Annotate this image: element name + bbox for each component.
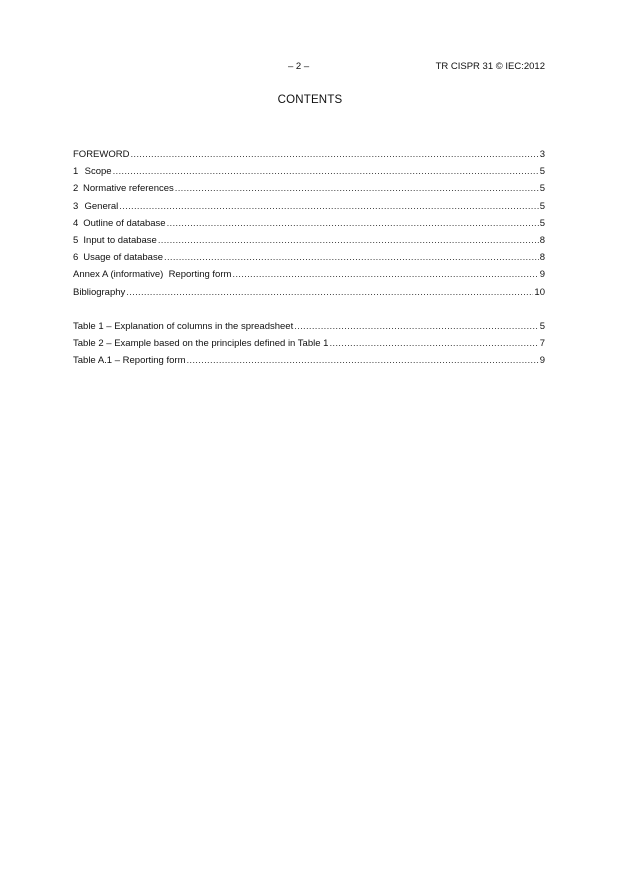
dot-leader	[126, 284, 533, 301]
dot-leader	[294, 318, 538, 335]
toc-entry-label: Scope	[84, 166, 112, 178]
toc-entry-label: Annex A (informative) Reporting form	[73, 269, 232, 281]
toc-entry-number: 5	[73, 234, 79, 246]
dot-leader	[232, 266, 538, 283]
table-entry-table-a1[interactable]	[73, 352, 545, 369]
toc-entry-annex-a[interactable]	[73, 266, 545, 283]
document-reference: TR CISPR 31 © IEC:2012	[435, 61, 545, 72]
page-title: CONTENTS	[277, 94, 343, 106]
toc-entry-number: 4	[73, 217, 79, 229]
toc-entry-label: General	[84, 200, 119, 212]
table-entry-page: 7	[539, 338, 545, 350]
toc-entry-page: 10	[534, 286, 545, 298]
toc-entry-label: Normative references	[82, 183, 174, 195]
toc-entry-label: Usage of database	[83, 252, 164, 264]
toc-entry-label: FOREWORD	[73, 149, 130, 160]
dot-leader	[329, 335, 538, 352]
toc-entry-input-to-database[interactable]	[73, 232, 545, 249]
toc-entry-label: Input to database	[83, 234, 157, 246]
dot-leader	[119, 198, 538, 215]
toc-entry-number: 6	[73, 252, 79, 264]
dot-leader	[113, 163, 539, 180]
toc-entry-label: Bibliography	[73, 286, 126, 298]
table-entry-label: Table A.1 – Reporting form	[73, 355, 186, 367]
table-entry-label: Table 1 – Explanation of columns in the spreadsheet	[73, 321, 294, 332]
page-number: – 2 –	[288, 61, 310, 72]
dot-leader	[167, 215, 539, 232]
dot-leader	[130, 146, 538, 163]
table-entry-label: Table 2 – Example based on the principles defined in Table 1	[73, 338, 329, 350]
toc-entry-general[interactable]	[73, 198, 545, 215]
table-entry-table-1[interactable]	[73, 318, 545, 335]
dot-leader	[186, 352, 538, 369]
toc-entry-normative-references[interactable]	[73, 180, 545, 197]
list-of-tables	[73, 318, 545, 370]
table-of-contents	[73, 146, 545, 301]
toc-entry-page: 5	[539, 200, 545, 212]
toc-entry-usage-of-database[interactable]	[73, 249, 545, 266]
toc-entry-number: 3	[73, 200, 79, 212]
toc-entry-page: 5	[539, 166, 545, 178]
toc-entry-number: 2	[73, 183, 79, 195]
toc-entry-number: 1	[73, 166, 79, 178]
toc-entry-page: 9	[539, 269, 545, 281]
table-entry-page: 5	[539, 321, 545, 332]
toc-entry-page: 5	[539, 183, 545, 195]
toc-entry-page: 8	[539, 252, 545, 264]
table-entry-table-2[interactable]	[73, 335, 545, 352]
dot-leader	[158, 232, 539, 249]
table-entry-page: 9	[539, 355, 545, 367]
dot-leader	[175, 180, 539, 197]
toc-entry-scope[interactable]	[73, 163, 545, 180]
toc-entry-outline-of-database[interactable]	[73, 215, 545, 232]
toc-entry-page: 8	[539, 234, 545, 246]
dot-leader	[164, 249, 539, 266]
toc-entry-page: 3	[539, 149, 545, 160]
toc-entry-foreword[interactable]	[73, 146, 545, 163]
toc-entry-page: 5	[539, 217, 545, 229]
toc-entry-label: Outline of database	[83, 217, 166, 229]
toc-entry-bibliography[interactable]	[73, 284, 545, 301]
